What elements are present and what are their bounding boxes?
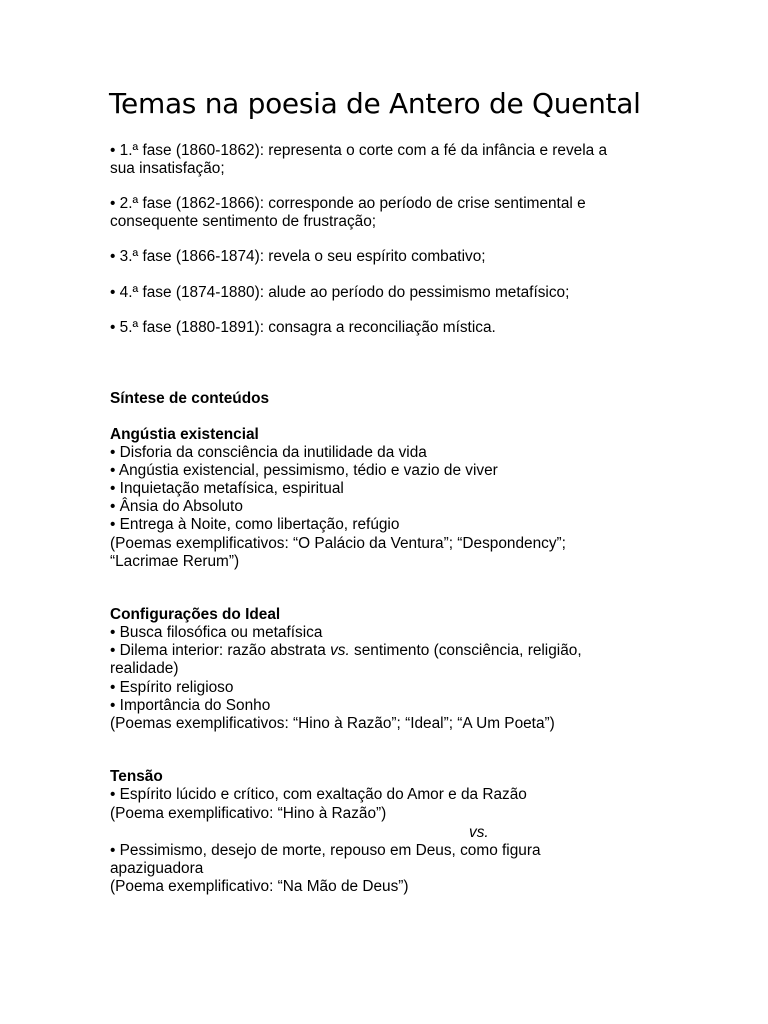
tensao-poem-1: (Poema exemplificativo: “Hino à Razão”) xyxy=(110,805,387,822)
ideal-item: • Espírito religioso xyxy=(110,679,234,696)
angustia-poems-line-2: “Lacrimae Rerum”) xyxy=(110,553,240,570)
ideal-dilema-text-pre: • Dilema interior: razão abstrata xyxy=(110,642,331,659)
ideal-item: • Importância do Sonho xyxy=(110,697,271,714)
angustia-item: • Inquietação metafísica, espiritual xyxy=(110,480,344,497)
phase-5-line: • 5.ª fase (1880-1891): consagra a reconciliação mística. xyxy=(110,319,496,336)
ideal-item-continuation: realidade) xyxy=(110,660,179,677)
synthesis-heading: Síntese de conteúdos xyxy=(110,390,270,407)
tensao-vs: vs. xyxy=(469,824,489,841)
angustia-heading: Angústia existencial xyxy=(110,426,259,443)
page-title: Temas na poesia de Antero de Quental xyxy=(109,87,641,120)
ideal-poems: (Poemas exemplificativos: “Hino à Razão”; “Ideal”; “A Um Poeta”) xyxy=(110,715,555,732)
tensao-poem-2: (Poema exemplificativo: “Na Mão de Deus”) xyxy=(110,878,409,895)
tensao-item: • Espírito lúcido e crítico, com exaltação do Amor e da Razão xyxy=(110,786,527,803)
ideal-dilema-vs: vs. xyxy=(330,642,350,659)
phase-3-line: • 3.ª fase (1866-1874): revela o seu espírito combativo; xyxy=(110,248,486,265)
angustia-poems-line-1: (Poemas exemplificativos: “O Palácio da Ventura”; “Despondency”; xyxy=(110,535,566,552)
ideal-dilema-text-post: sentimento (consciência, religião, xyxy=(349,642,582,659)
ideal-item-dilema xyxy=(110,642,582,660)
phase-4-line: • 4.ª fase (1874-1880): alude ao período do pessimismo metafísico; xyxy=(110,284,570,301)
tensao-item: • Pessimismo, desejo de morte, repouso em Deus, como figura xyxy=(110,842,541,859)
phase-2-line-2: consequente sentimento de frustração; xyxy=(110,213,377,230)
tensao-heading: Tensão xyxy=(110,768,163,785)
angustia-item: • Entrega à Noite, como libertação, refúgio xyxy=(110,516,400,533)
angustia-item: • Angústia existencial, pessimismo, tédio e vazio de viver xyxy=(110,462,498,479)
angustia-item: • Ânsia do Absoluto xyxy=(110,498,243,515)
tensao-item-continuation: apaziguadora xyxy=(110,860,204,877)
phase-1-line-1: • 1.ª fase (1860-1862): representa o corte com a fé da infância e revela a xyxy=(110,142,608,159)
ideal-item: • Busca filosófica ou metafísica xyxy=(110,624,323,641)
phase-2-line-1: • 2.ª fase (1862-1866): corresponde ao período de crise sentimental e xyxy=(110,195,586,212)
phase-1-line-2: sua insatisfação; xyxy=(110,160,225,177)
ideal-heading: Configurações do Ideal xyxy=(110,606,281,623)
angustia-item: • Disforia da consciência da inutilidade da vida xyxy=(110,444,427,461)
